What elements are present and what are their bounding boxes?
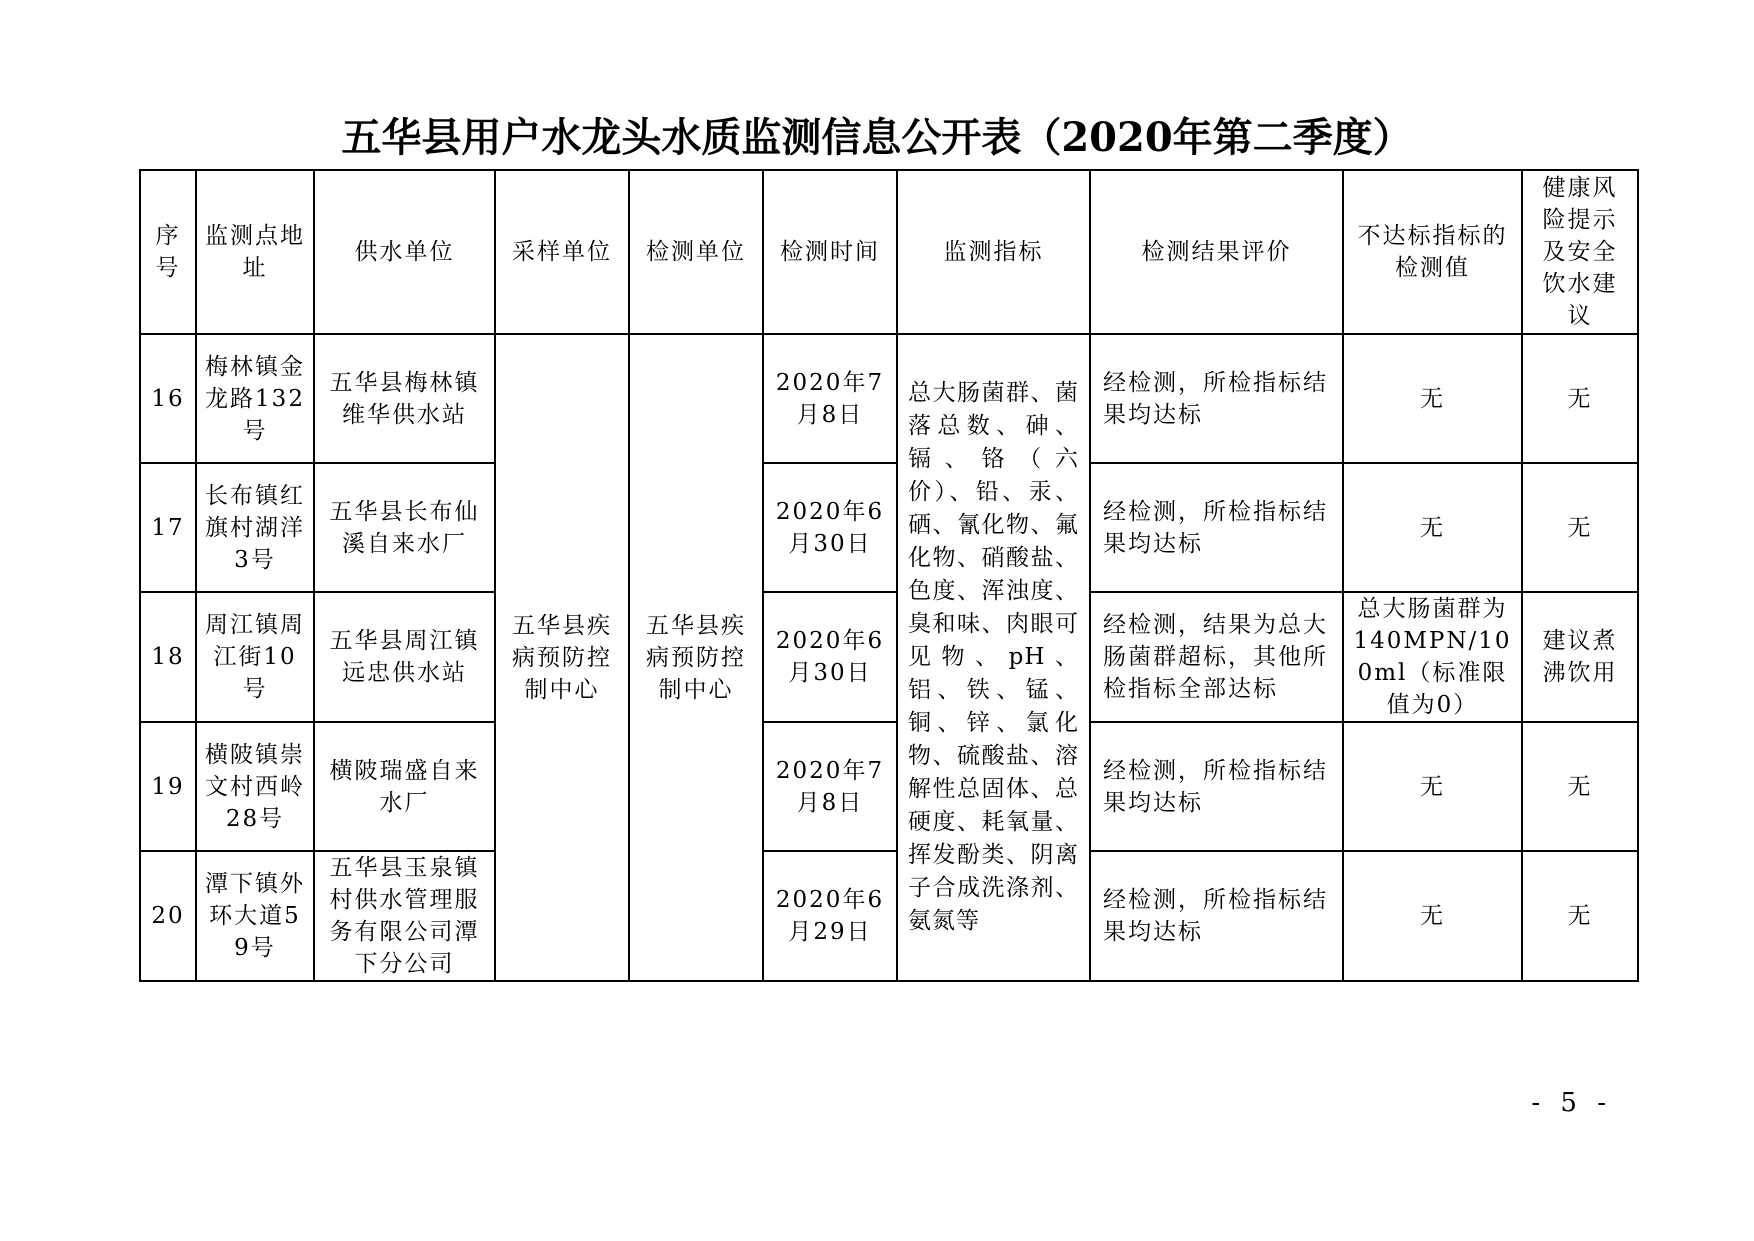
row-failed-values: 总大肠菌群为140MPN/100ml（标准限值为0） bbox=[1343, 592, 1522, 722]
water-quality-table bbox=[139, 169, 1639, 982]
row-index: 16 bbox=[140, 334, 196, 463]
table-row bbox=[140, 722, 1638, 851]
header-failed-values: 不达标指标的检测值 bbox=[1343, 170, 1522, 334]
row-advice: 无 bbox=[1522, 463, 1638, 592]
row-supplier: 五华县玉泉镇村供水管理服务有限公司潭下分公司 bbox=[314, 851, 495, 981]
header-location: 监测点地址 bbox=[196, 170, 314, 334]
table-row bbox=[140, 334, 1638, 463]
row-test-time: 2020年6月30日 bbox=[763, 463, 897, 592]
table-header-row bbox=[140, 170, 1638, 334]
header-tester: 检测单位 bbox=[629, 170, 763, 334]
row-test-time: 2020年6月30日 bbox=[763, 592, 897, 722]
row-location: 长布镇红旗村湖洋3号 bbox=[196, 463, 314, 592]
row-advice: 无 bbox=[1522, 334, 1638, 463]
row-advice: 无 bbox=[1522, 851, 1638, 981]
row-supplier: 五华县梅林镇维华供水站 bbox=[314, 334, 495, 463]
row-evaluation: 经检测，所检指标结果均达标 bbox=[1090, 722, 1343, 851]
header-test-time: 检测时间 bbox=[763, 170, 897, 334]
header-sampler: 采样单位 bbox=[495, 170, 629, 334]
document-title: 五华县用户水龙头水质监测信息公开表（2020年第二季度） bbox=[341, 114, 1413, 161]
table-row bbox=[140, 592, 1638, 722]
header-evaluation: 检测结果评价 bbox=[1090, 170, 1343, 334]
row-advice: 建议煮沸饮用 bbox=[1522, 592, 1638, 722]
header-advice: 健康风险提示及安全饮水建议 bbox=[1522, 170, 1638, 334]
page-number: - 5 - bbox=[1531, 1088, 1612, 1118]
row-index: 17 bbox=[140, 463, 196, 592]
row-location: 梅林镇金龙路132号 bbox=[196, 334, 314, 463]
table-row bbox=[140, 463, 1638, 592]
sampler-cell: 五华县疾病预防控制中心 bbox=[495, 334, 629, 981]
row-advice: 无 bbox=[1522, 722, 1638, 851]
row-failed-values: 无 bbox=[1343, 463, 1522, 592]
indicators-cell: 总大肠菌群、菌落总数、砷、镉、铬（六价）、铅、汞、硒、氰化物、氟化物、硝酸盐、色度、浑浊度、臭和味、肉眼可见物、pH、铝、铁、锰、铜、锌、氯化物、硫酸盐、溶解性总固体、总硬度、耗氧量、挥发酚类、阴离子合成洗涤剂、氨氮等 bbox=[897, 334, 1090, 981]
row-location: 潭下镇外环大道59号 bbox=[196, 851, 314, 981]
row-test-time: 2020年7月8日 bbox=[763, 722, 897, 851]
row-failed-values: 无 bbox=[1343, 722, 1522, 851]
row-supplier: 五华县周江镇远忠供水站 bbox=[314, 592, 495, 722]
header-index: 序号 bbox=[140, 170, 196, 334]
row-evaluation: 经检测，所检指标结果均达标 bbox=[1090, 851, 1343, 981]
row-supplier: 横陂瑞盛自来水厂 bbox=[314, 722, 495, 851]
row-failed-values: 无 bbox=[1343, 334, 1522, 463]
row-evaluation: 经检测，所检指标结果均达标 bbox=[1090, 463, 1343, 592]
row-evaluation: 经检测，所检指标结果均达标 bbox=[1090, 334, 1343, 463]
row-index: 18 bbox=[140, 592, 196, 722]
header-indicators: 监测指标 bbox=[897, 170, 1090, 334]
row-index: 20 bbox=[140, 851, 196, 981]
row-failed-values: 无 bbox=[1343, 851, 1522, 981]
row-evaluation: 经检测，结果为总大肠菌群超标，其他所检指标全部达标 bbox=[1090, 592, 1343, 722]
tester-cell: 五华县疾病预防控制中心 bbox=[629, 334, 763, 981]
header-supplier: 供水单位 bbox=[314, 170, 495, 334]
row-location: 横陂镇崇文村西岭28号 bbox=[196, 722, 314, 851]
row-test-time: 2020年6月29日 bbox=[763, 851, 897, 981]
row-supplier: 五华县长布仙溪自来水厂 bbox=[314, 463, 495, 592]
row-location: 周江镇周江街10号 bbox=[196, 592, 314, 722]
row-test-time: 2020年7月8日 bbox=[763, 334, 897, 463]
table-row bbox=[140, 851, 1638, 981]
row-index: 19 bbox=[140, 722, 196, 851]
